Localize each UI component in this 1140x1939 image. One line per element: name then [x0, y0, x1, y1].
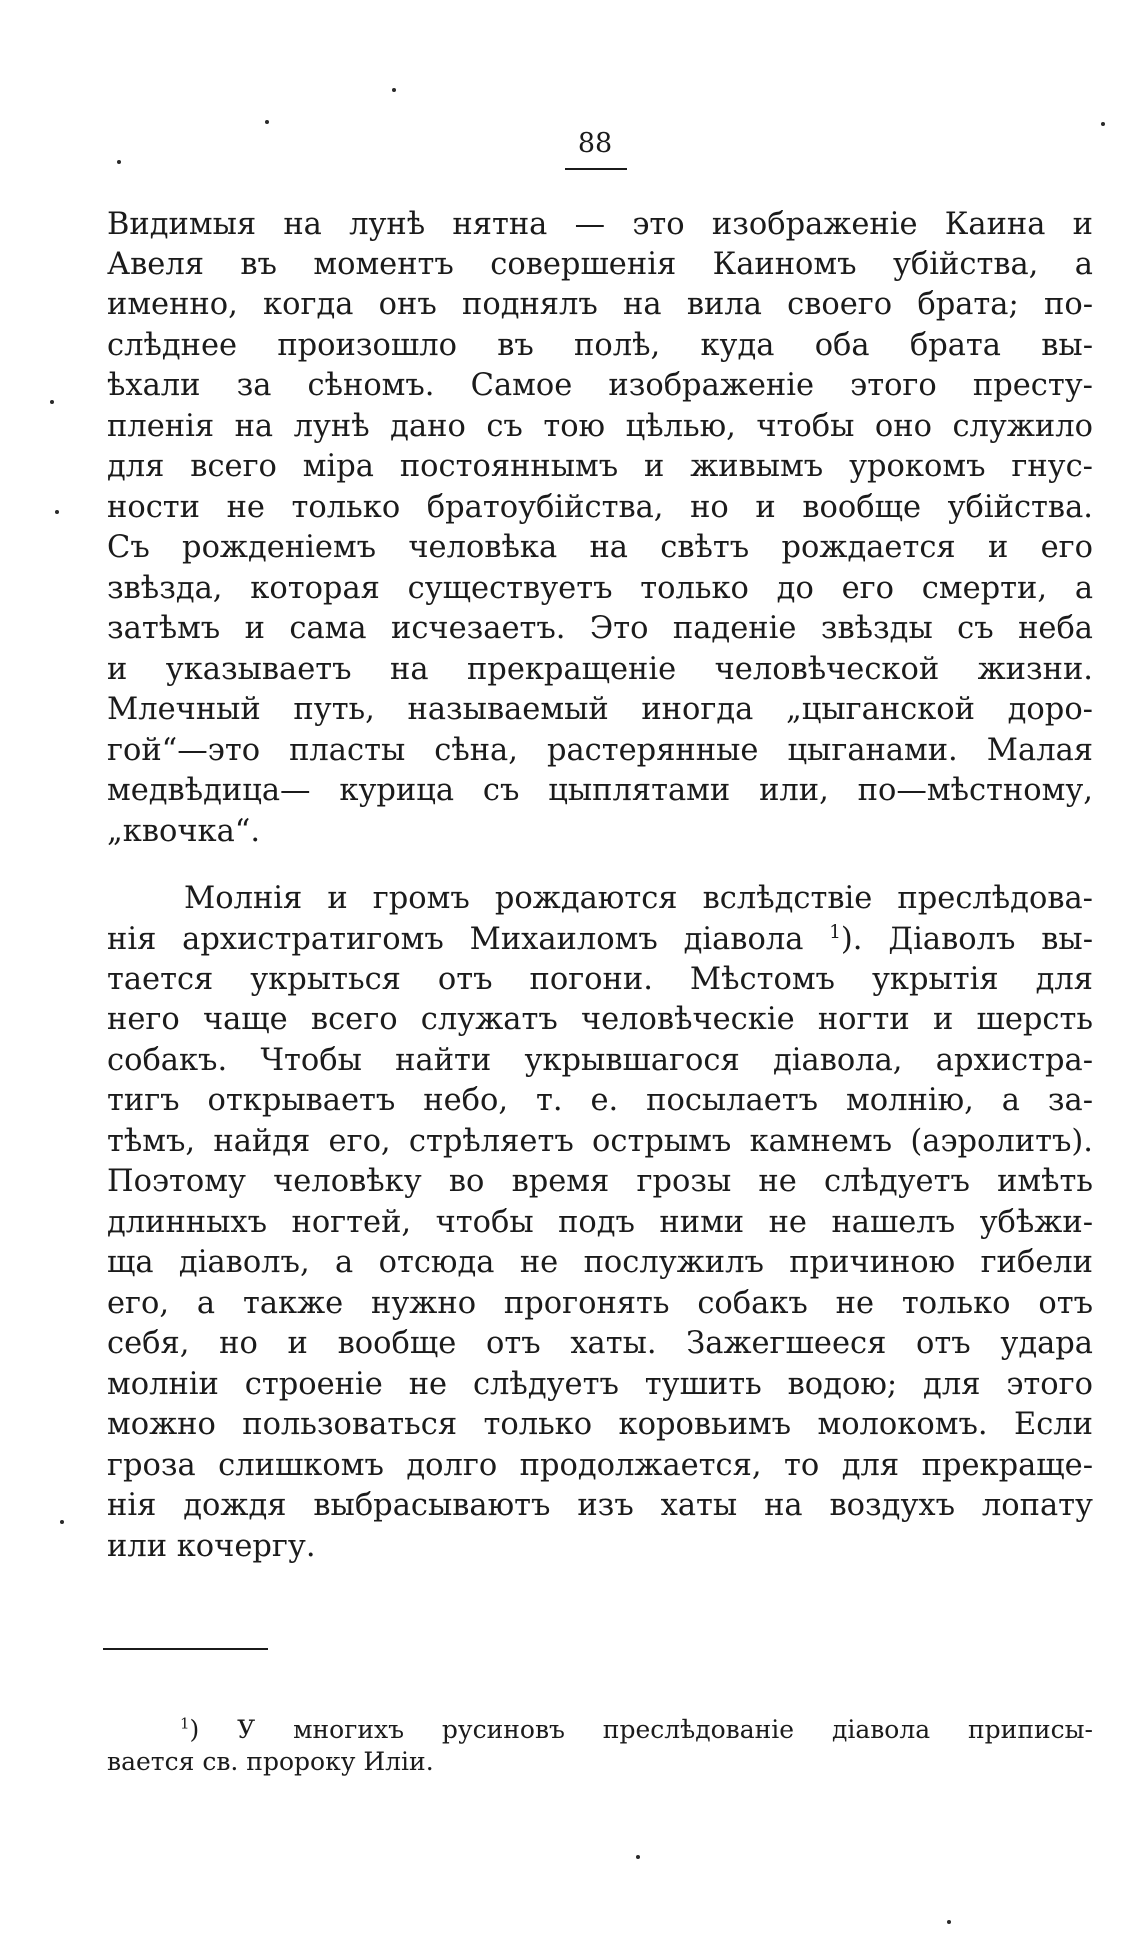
text-line: медвѣдица— курица съ цыплятами или, по—мѣстному,	[107, 773, 1093, 808]
text-line: тѣмъ, найдя его, стрѣляетъ острымъ камнемъ (аэролитъ).	[107, 1124, 1093, 1159]
text-line: Молнiя и громъ рождаются вслѣдствiе преслѣдова-	[184, 881, 1093, 916]
footnote-text: ) У многихъ русиновъ преслѣдованiе дiавола приписы-	[189, 1715, 1093, 1744]
text-line-with-footnote-ref	[107, 920, 1093, 960]
text-line: Съ рожденiемъ человѣка на свѣтъ рождается и его	[107, 530, 1093, 565]
page-number: 88	[577, 128, 613, 159]
scan-speck	[392, 88, 396, 92]
scan-speck	[50, 400, 54, 404]
text-line: можно пользоваться только коровьимъ молокомъ. Если	[107, 1407, 1093, 1442]
text-line: его, а также нужно прогонять собакъ не только отъ	[107, 1286, 1093, 1321]
text-line: именно, когда онъ поднялъ на вила своего брата; по-	[107, 287, 1093, 322]
text-line: и указываетъ на прекращенiе человѣческой жизни.	[107, 652, 1093, 687]
text-line: Авеля въ моментъ совершенiя Каиномъ убiйства, а	[107, 247, 1093, 282]
scan-speck	[947, 1920, 951, 1924]
text-line: молнiи строенiе не слѣдуетъ тушить водою; для этого	[107, 1367, 1093, 1402]
text-line: для всего мiра постояннымъ и живымъ урокомъ гнус-	[107, 449, 1093, 484]
footnote-rule	[103, 1648, 268, 1650]
scan-speck	[636, 1855, 640, 1859]
text-line: него чаще всего служатъ человѣческiе ногти и шерсть	[107, 1002, 1093, 1037]
text-line: нiя дождя выбрасываютъ изъ хаты на воздухъ лопату	[107, 1488, 1093, 1523]
scan-speck	[265, 120, 269, 124]
text-line: ѣхали за сѣномъ. Самое изображенiе этого престу-	[107, 368, 1093, 403]
text-line: тигъ открываетъ небо, т. е. посылаетъ молнiю, а за-	[107, 1083, 1093, 1118]
scan-speck	[60, 1520, 64, 1524]
scan-speck	[1101, 122, 1105, 126]
text-line: слѣднее произошло въ полѣ, куда оба брата вы-	[107, 328, 1093, 363]
text-line: звѣзда, которая существуетъ только до его смерти, а	[107, 571, 1093, 606]
text-line: пленiя на лунѣ дано съ тою цѣлью, чтобы оно служило	[107, 409, 1093, 444]
scan-speck	[117, 160, 121, 164]
footnote-line: вается св. пророку Илiи.	[107, 1747, 434, 1776]
text-line: затѣмъ и сама исчезаетъ. Это паденiе звѣзды съ неба	[107, 611, 1093, 646]
text-line: собакъ. Чтобы найти укрывшагося дiавола, архистра-	[107, 1043, 1093, 1078]
text-line: тается укрыться отъ погони. Мѣстомъ укрытiя для	[107, 962, 1093, 997]
footnote-ref-mark: 1	[829, 921, 841, 943]
scan-speck	[55, 510, 59, 514]
text-line: Млечный путь, называемый иногда „цыганской доро-	[107, 692, 1093, 727]
footnote-mark: 1	[180, 1714, 190, 1733]
footnote-line	[180, 1714, 1093, 1746]
text-line: длинныхъ ногтей, чтобы подъ ними не нашелъ убѣжи-	[107, 1205, 1093, 1240]
text-line: или кочергу.	[107, 1529, 316, 1564]
text-line: „квочка“.	[107, 814, 261, 849]
page-number-rule	[565, 168, 627, 170]
text-line: ща дiаволъ, а отсюда не послужилъ причиною гибели	[107, 1245, 1093, 1280]
text-segment: ). Дiаволъ вы-	[840, 922, 1093, 957]
text-line: себя, но и вообще отъ хаты. Зажегшееся отъ удара	[107, 1326, 1093, 1361]
text-line: ности не только братоубiйства, но и вообще убiйства.	[107, 490, 1093, 525]
text-segment: нiя архистратигомъ Михаиломъ дiавола	[107, 922, 804, 957]
text-line: Поэтому человѣку во время грозы не слѣдуетъ имѣть	[107, 1164, 1093, 1199]
text-line: гроза слишкомъ долго продолжается, то для прекраще-	[107, 1448, 1093, 1483]
text-line: Видимыя на лунѣ нятна — это изображенiе Каина и	[107, 207, 1093, 242]
text-line: гой“—это пласты сѣна, растерянные цыганами. Малая	[107, 733, 1093, 768]
